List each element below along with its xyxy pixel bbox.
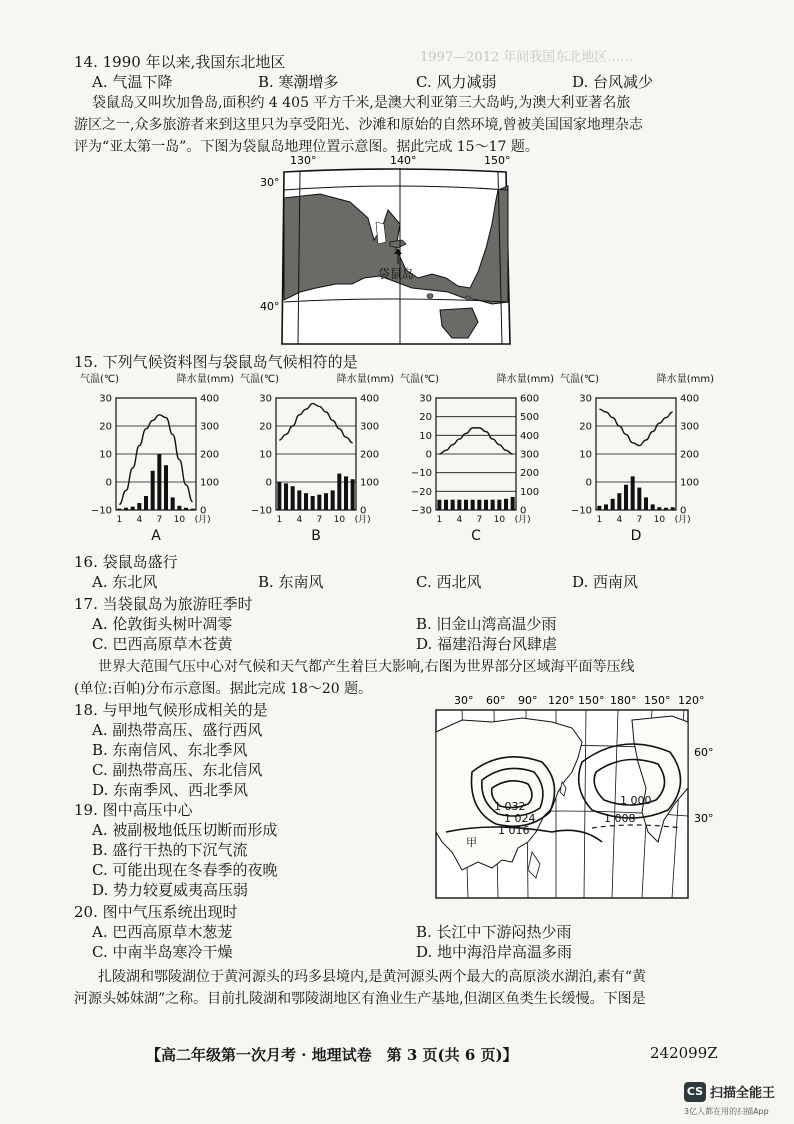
temp-axis-title: 气温(℃): [400, 374, 440, 385]
month-tick-label: 7: [156, 515, 163, 525]
precip-bar: [631, 476, 635, 510]
precip-bar: [511, 497, 515, 510]
month-tick-label: 1: [116, 515, 123, 525]
map2-lon-label-90: 90°: [518, 694, 538, 707]
map1-lon-label-130: 130°: [290, 154, 317, 167]
precip-tick-label: 400: [520, 430, 540, 442]
temp-axis-title: 气温(℃): [80, 374, 120, 385]
intro-paragraph-1-line-3: 评为“亚太第一岛”。下图为袋鼠岛地理位置示意图。据此完成 15～17 题。: [74, 139, 539, 155]
month-tick-label: 7: [636, 515, 643, 525]
precip-tick-label: 100: [680, 477, 700, 489]
chart-letter-label: D: [630, 528, 642, 544]
intro-paragraph-2-line-1: 世界大范围气压中心对气候和天气都产生着巨大影响,右图为世界部分区域海平面等压线: [98, 659, 635, 675]
climate-chart-c: [398, 372, 558, 552]
precip-bar: [611, 499, 615, 510]
month-tick-label: 1: [436, 515, 443, 525]
precip-tick-label: 0: [520, 505, 527, 517]
precip-axis-title: 降水量(mm): [496, 374, 554, 385]
temp-tick-label: −10: [250, 505, 272, 517]
chart-letter-label: A: [151, 528, 161, 544]
scanner-app-name: 扫描全能王: [710, 1086, 776, 1101]
month-tick-label: 1: [276, 515, 283, 525]
precip-bar: [444, 500, 448, 510]
precip-bar: [144, 496, 148, 510]
precip-bar: [637, 488, 641, 510]
question-16-option-a: A. 东北风: [92, 573, 158, 591]
precip-bar: [457, 500, 461, 510]
precip-tick-label: 0: [680, 505, 687, 517]
precip-tick-label: 400: [680, 393, 700, 405]
precip-tick-label: 200: [360, 449, 380, 461]
question-20-option-c: C. 中南半岛寒冷干燥: [92, 943, 233, 961]
month-unit-label: (月): [674, 515, 691, 525]
precip-tick-label: 300: [360, 421, 380, 433]
precip-bar: [311, 496, 315, 510]
month-tick-label: 10: [493, 515, 506, 525]
precip-bar: [664, 508, 668, 510]
map2-lon-label-150w: 150°: [644, 694, 671, 707]
map2-point-jia-label: 甲: [466, 836, 477, 849]
precip-bar: [624, 485, 628, 510]
precip-bar: [471, 500, 475, 510]
question-18-option-c: C. 副热带高压、东北信风: [92, 761, 263, 779]
question-17-option-b: B. 旧金山湾高温少雨: [416, 615, 557, 633]
map2-lat-label-60: 60°: [694, 746, 714, 759]
precip-bar: [291, 486, 295, 510]
intro-paragraph-2-line-2: (单位:百帕)分布示意图。据此完成 18～20 题。: [74, 681, 373, 697]
map1-island-label: 袋鼠岛: [378, 267, 415, 281]
temp-tick-label: 10: [419, 430, 432, 442]
scanner-tagline: 3亿人都在用的扫描App: [684, 1107, 769, 1116]
isobar-label-1000: 1 000: [620, 794, 652, 807]
precip-bar: [437, 500, 441, 510]
temp-axis-title: 气温(℃): [240, 374, 280, 385]
temp-tick-label: 20: [99, 421, 112, 433]
question-16-option-b: B. 东南风: [258, 573, 324, 591]
temp-tick-label: 20: [579, 421, 592, 433]
temp-tick-label: 10: [259, 449, 272, 461]
question-18-option-a: A. 副热带高压、盛行西风: [92, 721, 263, 739]
month-tick-label: 1: [596, 515, 603, 525]
precip-bar: [277, 482, 281, 510]
temp-tick-label: 30: [99, 393, 112, 405]
precip-bar: [497, 500, 501, 510]
temperature-curve: [119, 415, 192, 505]
precip-bar: [464, 500, 468, 510]
temp-tick-label: 0: [265, 477, 272, 489]
precip-bar: [191, 509, 195, 510]
map2-lon-label-150: 150°: [578, 694, 605, 707]
precip-bar: [297, 490, 301, 510]
precip-axis-title: 降水量(mm): [656, 374, 714, 385]
precip-bar: [131, 507, 135, 510]
precip-tick-label: 0: [200, 505, 207, 517]
precip-axis-title: 降水量(mm): [336, 374, 394, 385]
chart-letter-label: C: [471, 528, 481, 544]
map2-lon-label-120: 120°: [548, 694, 575, 707]
month-tick-label: 4: [296, 515, 303, 525]
paper-code: 242099Z: [650, 1044, 718, 1062]
precip-bar: [317, 495, 321, 510]
question-18-option-b: B. 东南信风、东北季风: [92, 741, 248, 759]
question-16-stem: 16. 袋鼠岛盛行: [74, 553, 178, 571]
precip-bar: [597, 506, 601, 510]
precip-bar: [331, 490, 335, 510]
question-16-option-d: D. 西南风: [572, 573, 639, 591]
temperature-curve: [279, 404, 352, 443]
temp-tick-label: −30: [410, 505, 432, 517]
question-17-option-d: D. 福建沿海台风肆虐: [416, 635, 558, 653]
precip-bar: [351, 479, 355, 510]
question-19-option-c: C. 可能出现在冬春季的夜晚: [92, 861, 278, 879]
intro-paragraph-3-line-2: 河源头姊妹湖”之称。目前扎陵湖和鄂陵湖地区有渔业生产基地,但湖区鱼类生长缓慢。下图是: [74, 991, 646, 1007]
month-tick-label: 10: [653, 515, 666, 525]
precip-bar: [671, 507, 675, 510]
precip-tick-label: 400: [360, 393, 380, 405]
precip-bar: [651, 504, 655, 510]
month-tick-label: 7: [476, 515, 483, 525]
precip-bar: [157, 454, 161, 510]
question-14-option-d: D. 台风减少: [572, 73, 654, 91]
question-17-option-a: A. 伦敦街头树叶凋零: [92, 615, 233, 633]
precip-tick-label: 200: [520, 468, 540, 480]
precip-tick-label: 300: [200, 421, 220, 433]
precip-bar: [304, 493, 308, 510]
chart-letter-label: B: [311, 528, 321, 544]
precip-bar: [644, 497, 648, 510]
temp-axis-title: 气温(℃): [560, 374, 600, 385]
climate-charts-area: [78, 372, 718, 552]
map2-lon-label-60: 60°: [486, 694, 506, 707]
month-tick-label: 4: [456, 515, 463, 525]
precip-tick-label: 500: [520, 412, 540, 424]
precip-bar: [151, 471, 155, 510]
temperature-curve: [599, 409, 672, 445]
map1-lat-label-40: 40°: [260, 300, 280, 313]
month-unit-label: (月): [514, 515, 531, 525]
precip-bar: [337, 474, 341, 510]
precip-tick-label: 200: [200, 449, 220, 461]
precip-tick-label: 0: [360, 505, 367, 517]
precip-bar: [177, 506, 181, 510]
precip-bar: [324, 493, 328, 510]
precip-bar: [657, 507, 661, 510]
temp-tick-label: 30: [579, 393, 592, 405]
temp-tick-label: −20: [410, 486, 432, 498]
question-18-stem: 18. 与甲地气候形成相关的是: [74, 701, 268, 719]
climate-chart-b: [238, 372, 398, 552]
map2-lon-label-180: 180°: [610, 694, 637, 707]
precip-bar: [184, 508, 188, 510]
precip-bar: [604, 504, 608, 510]
isobar-label-1008: 1 008: [604, 812, 636, 825]
question-17-stem: 17. 当袋鼠岛为旅游旺季时: [74, 595, 253, 613]
question-19-option-d: D. 势力较夏威夷高压弱: [92, 881, 249, 899]
question-19-option-b: B. 盛行干热的下沉气流: [92, 841, 248, 859]
intro-paragraph-3-line-1: 扎陵湖和鄂陵湖位于黄河源头的玛多县境内,是黄河源头两个最大的高原淡水湖泊,素有“黄: [98, 969, 647, 985]
question-20-option-d: D. 地中海沿岸高温多雨: [416, 943, 573, 961]
question-20-stem: 20. 图中气压系统出现时: [74, 903, 238, 921]
question-14-option-c: C. 风力减弱: [416, 73, 497, 91]
question-16-option-c: C. 西北风: [416, 573, 482, 591]
precip-tick-label: 600: [520, 393, 540, 405]
precip-bar: [491, 500, 495, 510]
question-18-option-d: D. 东南季风、西北季风: [92, 781, 249, 799]
precip-bar: [484, 500, 488, 510]
precip-bar: [451, 500, 455, 510]
temp-tick-label: 10: [99, 449, 112, 461]
precip-axis-title: 降水量(mm): [176, 374, 234, 385]
precip-tick-label: 200: [680, 449, 700, 461]
intro-paragraph-1-line-2: 游区之一,众多旅游者来到这里只为享受阳光、沙滩和原始的自然环境,曾被美国国家地理杂志: [74, 117, 643, 133]
precip-bar: [164, 465, 168, 510]
precip-bar: [504, 499, 508, 510]
question-15-stem: 15. 下列气候资料图与袋鼠岛气候相符的是: [74, 353, 358, 371]
question-19-stem: 19. 图中高压中心: [74, 801, 193, 819]
temp-tick-label: −10: [570, 505, 592, 517]
temp-tick-label: −10: [90, 505, 112, 517]
isobar-label-1032: 1 032: [494, 800, 526, 813]
precip-tick-label: 100: [360, 477, 380, 489]
precip-bar: [117, 509, 121, 510]
month-unit-label: (月): [194, 515, 211, 525]
map1-lon-label-150: 150°: [484, 154, 511, 167]
month-tick-label: 10: [333, 515, 346, 525]
temp-tick-label: 30: [259, 393, 272, 405]
isobar-map: [432, 692, 722, 902]
kangaroo-island-map: [260, 152, 530, 352]
map2-lat-label-30: 30°: [694, 812, 714, 825]
precip-bar: [617, 493, 621, 510]
precip-tick-label: 100: [520, 486, 540, 498]
month-tick-label: 10: [173, 515, 186, 525]
temp-tick-label: 0: [425, 449, 432, 461]
question-20-option-a: A. 巴西高原草木葱茏: [92, 923, 233, 941]
map2-lon-label-30: 30°: [454, 694, 474, 707]
temp-tick-label: 0: [585, 477, 592, 489]
precip-bar: [137, 503, 141, 510]
precip-tick-label: 300: [680, 421, 700, 433]
page-footer: 【高二年级第一次月考 · 地理试卷 第 3 页(共 6 页)】: [146, 1046, 518, 1064]
question-19-option-a: A. 被副极地低压切断而形成: [92, 821, 278, 839]
temp-tick-label: 20: [259, 421, 272, 433]
question-17-option-c: C. 巴西高原草木苍黄: [92, 635, 233, 653]
isobar-label-1016: 1 016: [498, 824, 530, 837]
temp-tick-label: 30: [419, 393, 432, 405]
temperature-curve: [439, 428, 512, 454]
precip-tick-label: 400: [200, 393, 220, 405]
question-14-stem: 14. 1990 年以来,我国东北地区: [74, 53, 286, 71]
question-20-option-b: B. 长江中下游闷热少雨: [416, 923, 572, 941]
map1-lon-label-140: 140°: [390, 154, 417, 167]
question-14-option-a: A. 气温下降: [92, 73, 173, 91]
precip-bar: [171, 497, 175, 510]
precip-bar: [124, 508, 128, 510]
question-14-option-b: B. 寒潮增多: [258, 73, 339, 91]
month-tick-label: 4: [616, 515, 623, 525]
temp-tick-label: 10: [579, 449, 592, 461]
precip-tick-label: 300: [520, 449, 540, 461]
precip-tick-label: 100: [200, 477, 220, 489]
temp-tick-label: 0: [105, 477, 112, 489]
precip-bar: [344, 476, 348, 510]
month-tick-label: 4: [136, 515, 143, 525]
intro-paragraph-1-line-1: 袋鼠岛又叫坎加鲁岛,面积约 4 405 平方千米,是澳大利亚第三大岛屿,为澳大利亚著名旅: [92, 95, 631, 111]
scanner-logo-icon: CS: [684, 1082, 706, 1102]
climate-chart-a: [78, 372, 238, 552]
isobar-label-1024: 1 024: [504, 812, 536, 825]
month-unit-label: (月): [354, 515, 371, 525]
map1-lat-label-30: 30°: [260, 176, 280, 189]
temp-tick-label: −10: [410, 468, 432, 480]
precip-bar: [284, 483, 288, 510]
month-tick-label: 7: [316, 515, 323, 525]
temp-tick-label: 20: [419, 412, 432, 424]
precip-bar: [477, 500, 481, 510]
map2-lon-label-120w: 120°: [678, 694, 705, 707]
climate-chart-d: [558, 372, 718, 552]
scanner-watermark: [684, 1080, 784, 1120]
